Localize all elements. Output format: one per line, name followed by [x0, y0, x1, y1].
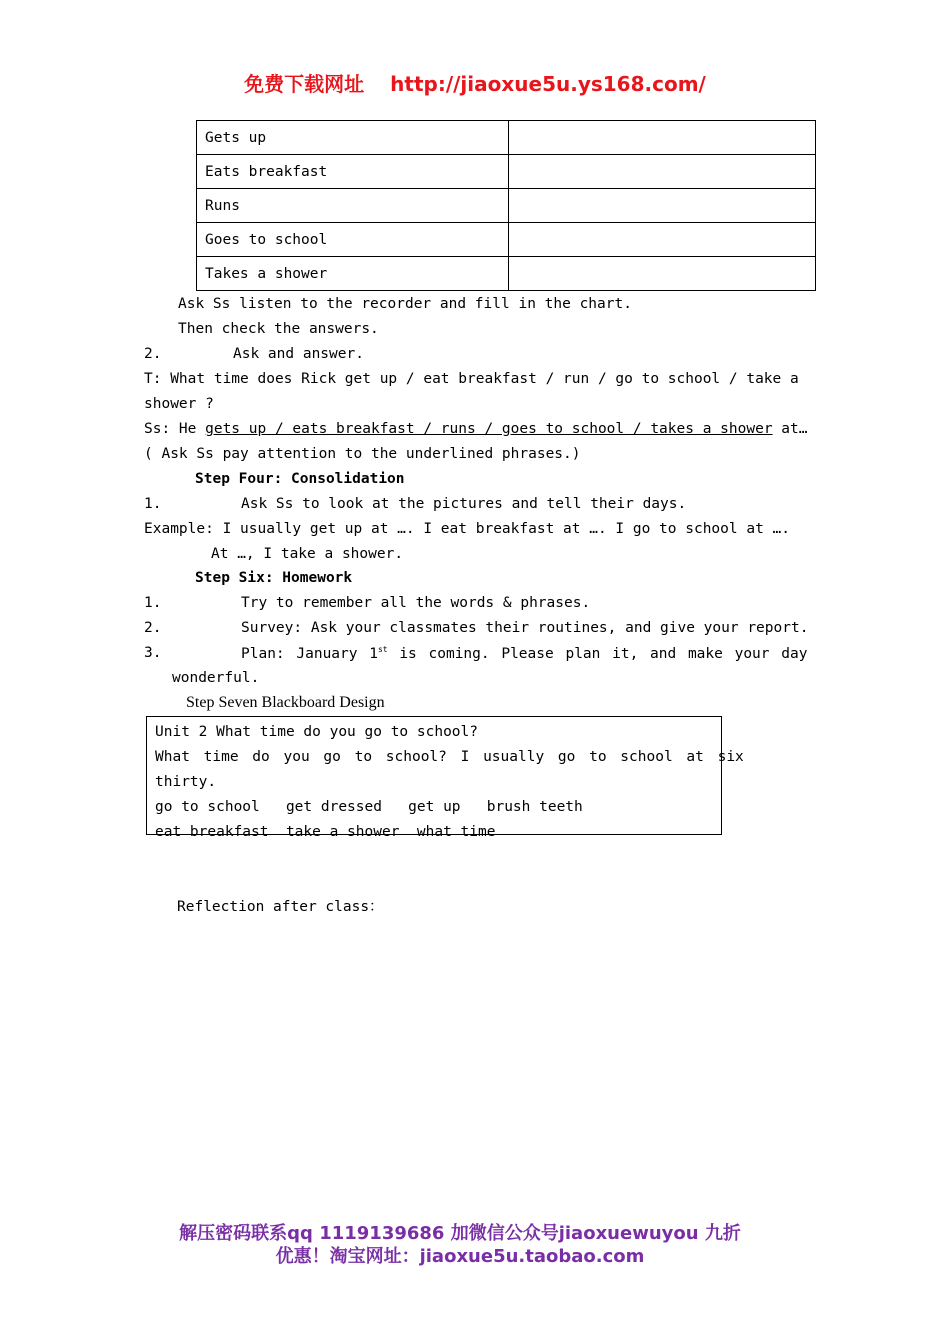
item-number: 2.	[144, 346, 162, 362]
table-row	[197, 223, 816, 257]
item-number: 1.	[144, 496, 162, 512]
homework-3-sup: st	[377, 645, 388, 654]
blackboard-line: eat breakfast take a shower what time	[155, 824, 496, 840]
instruction-check: Then check the answers.	[178, 321, 379, 337]
routine-chart	[196, 120, 816, 291]
header-chinese: 免费下载网址	[244, 72, 365, 96]
chart-cell-time	[509, 223, 816, 257]
table-row	[197, 155, 816, 189]
chart-cell-time	[509, 155, 816, 189]
footer-line-1: 解压密码联系qq 1119139686 加微信公众号jiaoxuewuyou 九折	[179, 1223, 741, 1244]
homework-3	[241, 645, 806, 662]
teacher-question: T: What time does Rick get up / eat breakfast / run / go to school / take a	[144, 371, 799, 387]
chart-cell-time	[509, 189, 816, 223]
chart-cell-time	[509, 121, 816, 155]
chart-cell-activity: Runs	[197, 189, 509, 223]
table-row	[197, 121, 816, 155]
table-row	[197, 257, 816, 291]
blackboard-line: Unit 2 What time do you go to school?	[155, 724, 479, 740]
student-answer	[144, 421, 807, 437]
reflection-label: Reflection after class：	[177, 899, 384, 915]
instruction-listen: Ask Ss listen to the recorder and fill in the chart.	[178, 296, 632, 312]
homework-3-a: Plan: January 1	[241, 646, 378, 662]
example-line-cont: At …, I take a shower.	[211, 546, 404, 562]
blackboard-line: What time do you go to school? I usually go to school at six	[155, 749, 744, 765]
chart-cell-time	[509, 257, 816, 291]
instruction-pictures: Ask Ss to look at the pictures and tell their days.	[241, 496, 687, 512]
blackboard-line: thirty.	[155, 774, 217, 790]
homework-2: Survey: Ask your classmates their routines, and give your report.	[241, 620, 809, 636]
instruction-ask-answer: Ask and answer.	[233, 346, 364, 362]
table-row	[197, 189, 816, 223]
homework-3-b: is coming. Please plan it, and make your day	[387, 646, 808, 662]
answer-suffix: at…	[772, 421, 808, 437]
item-number: 2.	[144, 620, 162, 636]
chart-cell-activity: Takes a shower	[197, 257, 509, 291]
homework-3-cont: wonderful.	[172, 670, 260, 686]
answer-prefix: Ss: He	[144, 421, 206, 437]
chart-cell-activity: Eats breakfast	[197, 155, 509, 189]
chart-cell-activity: Gets up	[197, 121, 509, 155]
chart-cell-activity: Goes to school	[197, 223, 509, 257]
teacher-question-cont: shower ?	[144, 396, 214, 412]
blackboard-line: go to school get dressed get up brush teeth	[155, 799, 583, 815]
blackboard-design-box	[146, 716, 744, 840]
step-seven-heading: Step Seven Blackboard Design	[186, 694, 385, 711]
teacher-question-line	[144, 371, 807, 387]
step-four-heading: Step Four: Consolidation	[195, 471, 405, 487]
page-header	[0, 68, 950, 97]
item-number: 3.	[144, 645, 162, 661]
homework-1: Try to remember all the words & phrases.	[241, 595, 591, 611]
footer-line-2: 优惠！淘宝网址：jiaoxue5u.taobao.com	[275, 1246, 645, 1267]
header-url[interactable]: http://jiaoxue5u.ys168.com/	[390, 72, 706, 96]
underlined-phrases: gets up / eats breakfast / runs / goes to school / takes a shower	[205, 421, 773, 437]
item-number: 1.	[144, 595, 162, 611]
example-line: Example: I usually get up at …. I eat breakfast at …. I go to school at ….	[144, 521, 791, 537]
attention-note: ( Ask Ss pay attention to the underlined phrases.)	[144, 446, 581, 462]
step-six-heading: Step Six: Homework	[195, 570, 353, 586]
